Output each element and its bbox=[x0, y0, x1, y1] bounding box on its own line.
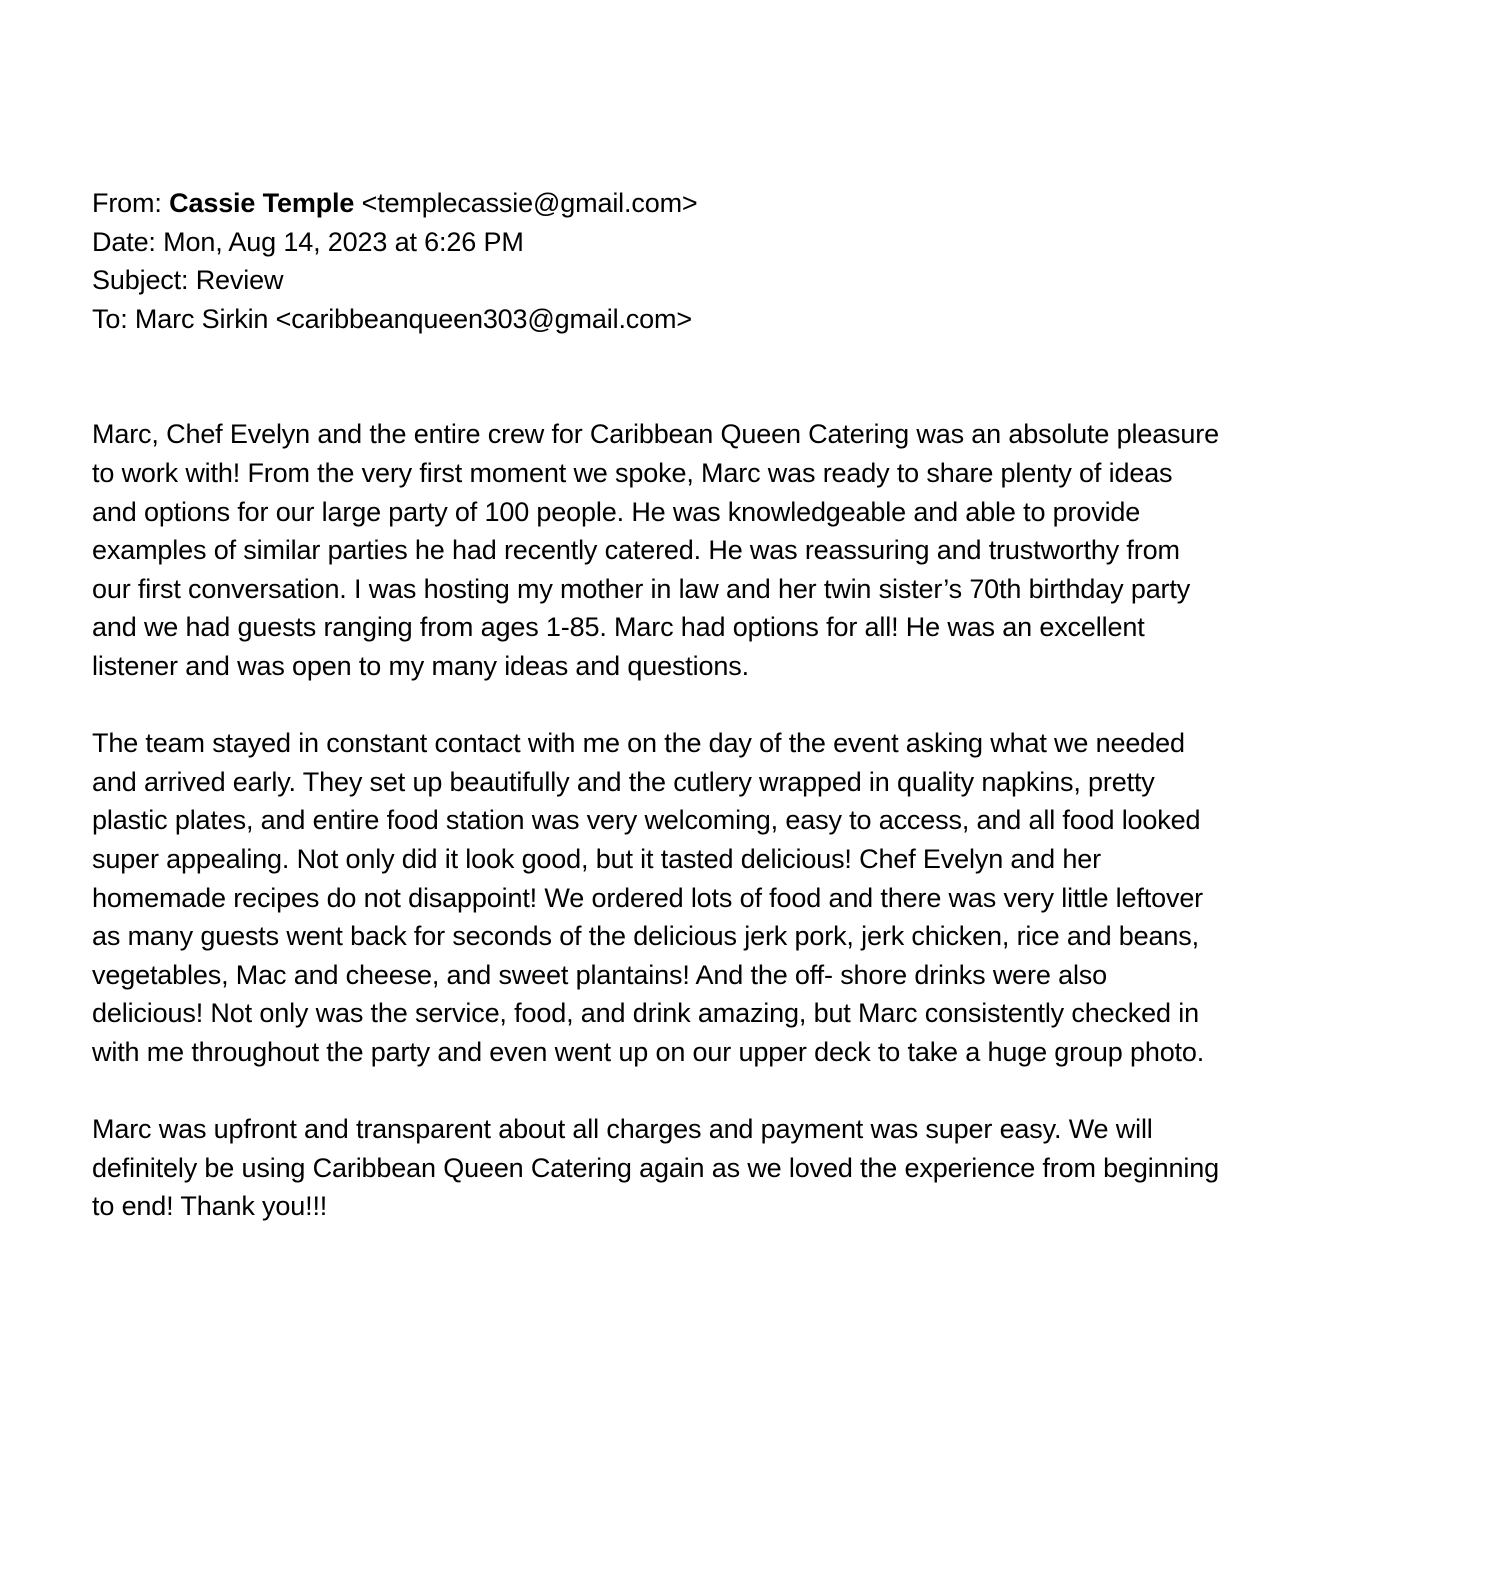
paragraph-line: to end! Thank you!!! bbox=[92, 1191, 328, 1222]
paragraph-2 bbox=[92, 724, 1392, 1071]
paragraph-line: and arrived early. They set up beautifully and the cutlery wrapped in quality napkins, pretty bbox=[92, 766, 1155, 797]
paragraph-line: definitely be using Caribbean Queen Catering again as we loved the experience from beginning bbox=[92, 1152, 1219, 1183]
paragraph-line: with me throughout the party and even went up on our upper deck to take a huge group photo. bbox=[92, 1036, 1205, 1067]
paragraph-line: homemade recipes do not disappoint! We ordered lots of food and there was very little leftover bbox=[92, 882, 1204, 913]
paragraph-line: examples of similar parties he had recently catered. He was reassuring and trustworthy from bbox=[92, 535, 1180, 566]
paragraph-gap bbox=[92, 686, 1392, 725]
to-line: To: Marc Sirkin <caribbeanqueen303@gmail.com> bbox=[92, 303, 692, 334]
from-line bbox=[92, 184, 1392, 223]
sender-email: <templecassie@gmail.com> bbox=[354, 188, 698, 218]
paragraph-3 bbox=[92, 1110, 1392, 1226]
paragraph-line: plastic plates, and entire food station was very welcoming, easy to access, and all food looked bbox=[92, 805, 1201, 836]
paragraph-line: and we had guests ranging from ages 1-85. Marc had options for all! He was an excellent bbox=[92, 612, 1145, 643]
paragraph-line: and options for our large party of 100 people. He was knowledgeable and able to provide bbox=[92, 496, 1141, 527]
paragraph-1 bbox=[92, 415, 1392, 685]
email-header bbox=[92, 184, 1392, 338]
email-document bbox=[92, 184, 1392, 1226]
subject-line: Subject: Review bbox=[92, 265, 284, 296]
paragraph-line: to work with! From the very first moment we spoke, Marc was ready to share plenty of ideas bbox=[92, 457, 1173, 488]
date-line: Date: Mon, Aug 14, 2023 at 6:26 PM bbox=[92, 226, 524, 257]
paragraph-line: listener and was open to my many ideas and questions. bbox=[92, 650, 749, 681]
paragraph-line: delicious! Not only was the service, food, and drink amazing, but Marc consistently checked in bbox=[92, 998, 1199, 1029]
paragraph-line: as many guests went back for seconds of the delicious jerk pork, jerk chicken, rice and beans, bbox=[92, 921, 1199, 952]
email-body bbox=[92, 415, 1392, 1225]
paragraph-line: Marc was upfront and transparent about all charges and payment was super easy. We will bbox=[92, 1114, 1153, 1145]
paragraph-line: vegetables, Mac and cheese, and sweet plantains! And the off- shore drinks were also bbox=[92, 959, 1108, 990]
sender-name: Cassie Temple bbox=[169, 188, 355, 218]
paragraph-line: Marc, Chef Evelyn and the entire crew for Caribbean Queen Catering was an absolute pleasure bbox=[92, 419, 1219, 450]
header-body-spacer bbox=[92, 338, 1392, 415]
from-label: From: bbox=[92, 188, 170, 218]
paragraph-line: our first conversation. I was hosting my mother in law and her twin sister’s 70th birthday party bbox=[92, 573, 1191, 604]
paragraph-gap bbox=[92, 1071, 1392, 1110]
paragraph-line: super appealing. Not only did it look good, but it tasted delicious! Chef Evelyn and her bbox=[92, 843, 1101, 874]
paragraph-line: The team stayed in constant contact with me on the day of the event asking what we needed bbox=[92, 728, 1185, 759]
